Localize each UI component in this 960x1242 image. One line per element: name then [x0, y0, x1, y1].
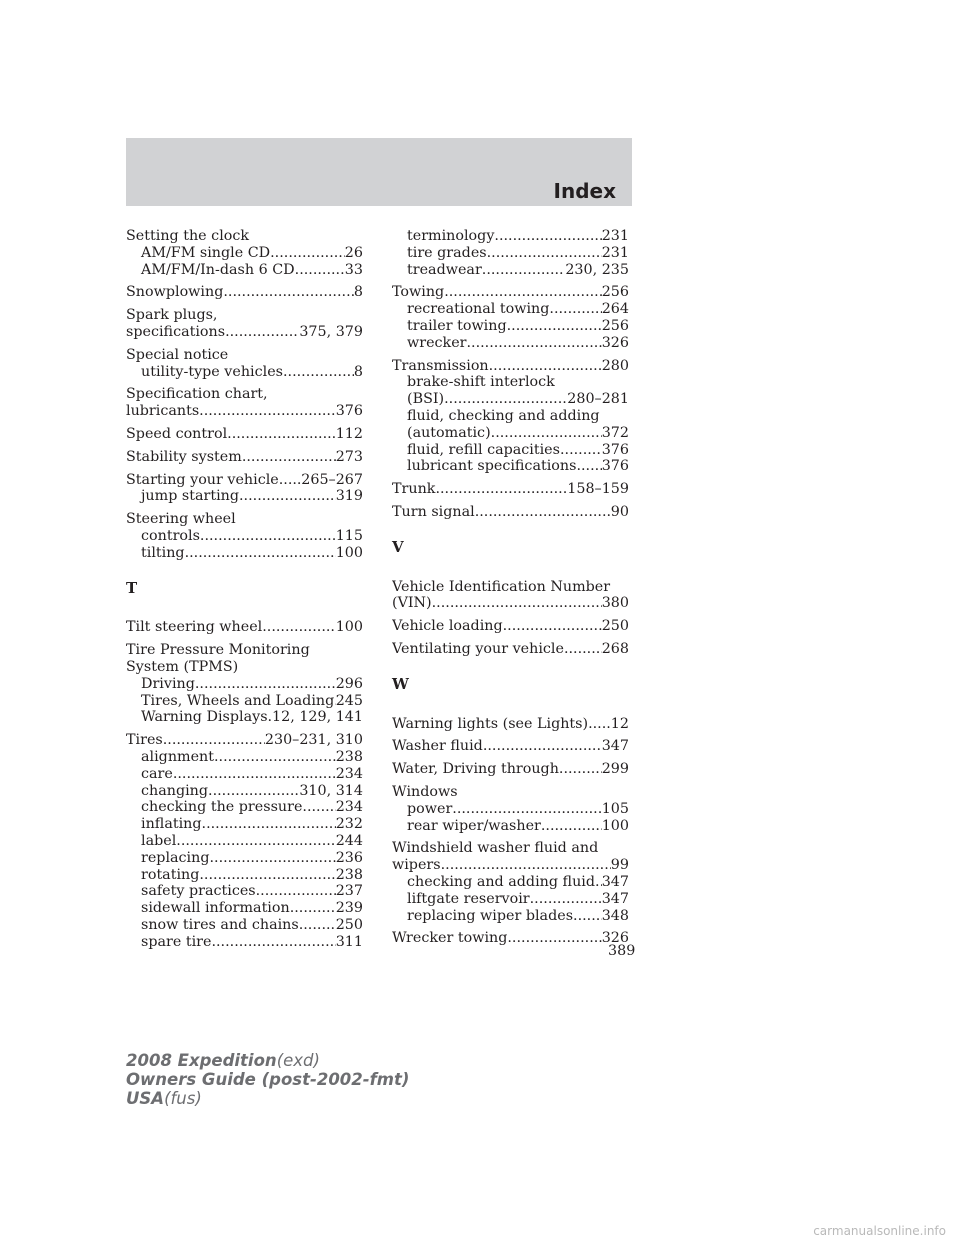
index-term-line	[392, 579, 629, 596]
index-term: Vehicle Identification Number	[392, 578, 611, 595]
index-term: wipers	[392, 857, 441, 874]
index-subentry	[392, 891, 629, 908]
index-term: jump starting	[141, 488, 240, 505]
page-reference: 256	[601, 284, 629, 301]
page-reference: 8	[353, 284, 363, 301]
index-entry	[392, 481, 629, 498]
index-entry	[126, 472, 363, 506]
index-subentry	[126, 917, 363, 934]
page-reference: 100	[335, 619, 363, 636]
index-term: inflating	[141, 816, 202, 833]
dot-leader	[573, 908, 602, 925]
page-reference: 230–231, 310	[264, 732, 363, 749]
dot-leader	[195, 676, 336, 693]
page-reference: 236	[335, 849, 363, 866]
index-term-line	[126, 426, 363, 443]
dot-leader	[199, 403, 336, 420]
index-entry	[126, 619, 363, 636]
index-term: (BSI)	[407, 391, 445, 408]
dot-leader	[560, 442, 602, 459]
footer-guide: Owners Guide (post-2002-fmt)	[126, 1070, 410, 1089]
page-reference: 250	[335, 916, 363, 933]
index-entry	[126, 307, 363, 341]
index-entry	[392, 618, 629, 635]
page-reference: 238	[335, 866, 363, 883]
dot-leader	[595, 874, 602, 891]
index-term: checking the pressure	[141, 799, 303, 816]
dot-leader	[549, 301, 601, 318]
index-term: (automatic)	[407, 424, 491, 441]
dot-leader	[559, 761, 602, 778]
dot-leader	[199, 867, 335, 884]
index-entry	[126, 511, 363, 561]
index-term-line	[392, 761, 629, 778]
index-entry	[126, 449, 363, 466]
index-term: AM/FM/In-dash 6 CD	[141, 261, 295, 278]
index-subentry	[126, 245, 363, 262]
index-term: Tire Pressure Monitoring	[126, 642, 310, 659]
page-reference: 273	[335, 448, 363, 465]
index-entry	[126, 386, 363, 420]
index-term: Washer fluid	[392, 738, 483, 755]
page-reference: 237	[335, 883, 363, 900]
index-term: Driving	[141, 675, 195, 692]
index-term: Ventilating your vehicle	[392, 640, 564, 657]
page-reference: 310, 314	[299, 782, 363, 799]
index-subentry	[126, 816, 363, 833]
index-term-line	[392, 504, 629, 521]
footer-model-code: (exd)	[276, 1051, 320, 1070]
index-term-line	[126, 732, 363, 749]
index-subentry	[126, 693, 363, 710]
index-term: (VIN)	[392, 595, 432, 612]
index-subentry	[126, 799, 363, 816]
index-term-line	[392, 595, 629, 612]
dot-leader	[225, 324, 299, 341]
index-subentry	[126, 488, 363, 505]
index-term: wrecker	[407, 334, 467, 351]
index-term: tilting	[141, 544, 185, 561]
page-reference: 372	[601, 424, 629, 441]
index-term: care	[141, 765, 173, 782]
index-subentry	[126, 709, 363, 726]
dot-leader	[176, 833, 335, 850]
index-subentry	[392, 458, 629, 475]
dot-leader	[290, 900, 336, 917]
dot-leader	[444, 391, 567, 408]
index-term: tire grades	[407, 244, 487, 261]
page-reference: 231	[601, 228, 629, 244]
page-reference: 380	[601, 595, 629, 612]
dot-leader	[256, 883, 336, 900]
watermark: carmanualsonline.info	[813, 1224, 946, 1238]
index-term-line	[392, 358, 629, 375]
index-term-line	[392, 481, 629, 498]
index-term: System (TPMS)	[126, 658, 239, 675]
dot-leader	[163, 732, 265, 749]
dot-leader	[452, 801, 601, 818]
dot-leader	[208, 783, 299, 800]
index-term-line	[392, 284, 629, 301]
section-letter: W	[392, 674, 409, 693]
index-term: rear wiper/washer	[407, 817, 541, 834]
index-term: Vehicle loading	[392, 618, 503, 635]
index-term: brake-shift interlock	[407, 374, 555, 391]
index-term: Wrecker towing	[392, 930, 508, 947]
index-term: fluid, refill capacities	[407, 441, 560, 458]
dot-leader	[564, 641, 602, 658]
page-reference: 376	[601, 441, 629, 458]
dot-leader	[507, 930, 601, 947]
dot-leader	[185, 545, 336, 562]
page-reference: 296	[335, 675, 363, 692]
page-reference: 264	[601, 301, 629, 318]
index-subentry	[126, 900, 363, 917]
index-term: fluid, checking and adding	[407, 407, 600, 424]
index-term: alignment	[141, 748, 214, 765]
page-reference: 239	[335, 900, 363, 917]
page-reference: 280	[601, 357, 629, 374]
index-term: Specification chart,	[126, 386, 268, 403]
page-reference: 268	[601, 640, 629, 657]
dot-leader	[489, 358, 602, 375]
page-reference: 99	[610, 857, 629, 874]
page-number: 389	[608, 943, 636, 959]
page-reference: 230, 235	[565, 261, 629, 278]
dot-leader	[202, 816, 336, 833]
dot-leader	[239, 488, 336, 505]
index-term: utility-type vehicles	[141, 363, 283, 380]
index-subentry	[126, 545, 363, 562]
dot-leader	[491, 425, 602, 442]
index-subentry	[392, 374, 629, 391]
index-term: lubricants	[126, 403, 200, 420]
dot-leader	[173, 766, 336, 783]
page-reference: 347	[601, 890, 629, 907]
index-term: Turn signal	[392, 503, 475, 520]
page-reference: 348	[601, 907, 629, 924]
index-term-line	[126, 284, 363, 301]
page-reference: 375, 379	[299, 323, 363, 340]
index-term: Special notice	[126, 346, 229, 363]
page-reference: 112	[335, 425, 363, 442]
index-subentry	[126, 364, 363, 381]
index-term: Windows	[392, 783, 458, 800]
index-term-line	[126, 347, 363, 364]
footer-model: 2008 Expedition	[126, 1051, 277, 1070]
dot-leader	[483, 738, 602, 755]
index-subentry	[126, 833, 363, 850]
index-entry	[126, 426, 363, 443]
index-term-line	[126, 324, 363, 341]
dot-leader	[482, 262, 566, 279]
dot-leader	[432, 595, 602, 612]
index-term: replacing	[141, 849, 210, 866]
index-subentry	[392, 301, 629, 318]
dot-leader	[283, 364, 354, 381]
index-term: AM/FM single CD	[141, 244, 271, 261]
page-reference: 238	[335, 748, 363, 765]
index-term: controls	[141, 527, 200, 544]
index-subentry	[392, 262, 629, 279]
index-subentry	[126, 934, 363, 951]
index-term: liftgate reservoir	[407, 890, 530, 907]
dot-leader	[494, 228, 601, 245]
dot-leader	[435, 481, 567, 498]
page-reference: 319	[335, 488, 363, 505]
index-term: Windshield washer fluid and	[392, 840, 599, 857]
index-entry	[126, 732, 363, 950]
index-term: Stability system	[126, 448, 242, 465]
dot-leader	[299, 917, 336, 934]
page-title: Index	[553, 179, 616, 203]
page-reference: 376	[335, 403, 363, 420]
index-entry	[126, 228, 363, 278]
index-term: Speed control	[126, 425, 228, 442]
dot-leader	[530, 891, 602, 908]
index-subentry	[126, 783, 363, 800]
page-reference: 376	[601, 458, 629, 475]
index-term: checking and adding fluid	[407, 873, 596, 890]
index-term: Tires, Wheels and Loading	[141, 692, 335, 709]
index-term: Trunk	[392, 481, 436, 498]
footer-market: USA	[126, 1089, 165, 1108]
dot-leader	[441, 857, 611, 874]
dot-leader	[503, 618, 602, 635]
page-reference: 90	[610, 503, 629, 520]
page-reference: 244	[335, 832, 363, 849]
page-reference: 311	[335, 933, 363, 950]
index-subentry	[126, 528, 363, 545]
index-subentry	[126, 749, 363, 766]
index-subentry	[392, 874, 629, 891]
dot-leader	[475, 504, 611, 521]
page-reference: 26	[344, 244, 363, 261]
index-term: treadwear	[407, 261, 482, 278]
index-term: Warning Displays	[141, 709, 268, 726]
dot-leader	[223, 284, 354, 301]
index-entry	[392, 579, 629, 613]
index-entry	[392, 284, 629, 351]
page-reference: 256	[601, 317, 629, 334]
index-term: snow tires and chains	[141, 916, 299, 933]
index-term-line	[392, 618, 629, 635]
index-subentry	[392, 818, 629, 835]
index-subentry	[392, 318, 629, 335]
index-term: Tires	[126, 732, 163, 749]
index-column-left	[126, 228, 363, 956]
index-term: Towing	[392, 284, 445, 301]
section-letter: V	[392, 537, 404, 556]
index-term-line	[126, 642, 363, 659]
index-term-line	[126, 403, 363, 420]
index-term: sidewall information	[141, 900, 290, 917]
page-reference: 347	[601, 873, 629, 890]
page-reference: 234	[335, 799, 363, 816]
dot-leader	[302, 799, 335, 816]
index-subentry	[392, 801, 629, 818]
index-entry	[392, 840, 629, 924]
index-subentry	[392, 245, 629, 262]
index-subentry	[392, 442, 629, 459]
index-subentry	[392, 335, 629, 352]
page-reference: 234	[335, 765, 363, 782]
dot-leader	[295, 262, 345, 279]
index-entry	[392, 761, 629, 778]
index-entry	[392, 228, 629, 278]
index-term: spare tire	[141, 933, 212, 950]
index-entry	[392, 641, 629, 658]
index-term: power	[407, 800, 453, 817]
page-reference: 231	[601, 244, 629, 261]
index-term: safety practices	[141, 883, 256, 900]
dot-leader	[270, 245, 345, 262]
dot-leader	[227, 426, 336, 443]
index-term: specifications	[126, 323, 226, 340]
page-reference: 347	[601, 738, 629, 755]
index-term-line	[392, 784, 629, 801]
page-reference: 12	[610, 715, 629, 732]
index-subentry	[392, 425, 629, 442]
index-term-line	[126, 386, 363, 403]
index-term: trailer towing	[407, 317, 507, 334]
dot-leader	[507, 318, 602, 335]
index-term-line	[392, 857, 629, 874]
index-subentry	[392, 391, 629, 408]
index-term-line	[126, 659, 363, 676]
index-term-line	[126, 449, 363, 466]
index-entry	[392, 358, 629, 476]
index-column-right	[392, 228, 629, 953]
dot-leader	[209, 850, 335, 867]
dot-leader	[467, 335, 602, 352]
dot-leader	[200, 528, 336, 545]
page-reference: 299	[601, 761, 629, 778]
index-subentry	[126, 883, 363, 900]
index-term-line	[392, 716, 629, 733]
page-reference: 8	[353, 363, 363, 380]
page-reference: 12, 129, 141	[272, 709, 363, 726]
index-term-line	[126, 228, 363, 245]
page-reference: 100	[601, 817, 629, 834]
index-term-line	[126, 511, 363, 528]
index-entry	[392, 504, 629, 521]
index-term: Snowplowing	[126, 284, 224, 301]
page-reference: 158–159	[567, 481, 629, 498]
index-term: changing	[141, 782, 209, 799]
dot-leader	[576, 458, 601, 475]
dot-leader	[279, 472, 302, 489]
index-entry	[392, 784, 629, 834]
dot-leader	[214, 749, 336, 766]
index-term: recreational towing	[407, 301, 550, 318]
index-term-line	[392, 641, 629, 658]
index-subentry	[392, 408, 629, 425]
page-header-band	[126, 138, 632, 206]
page-reference: 245	[335, 692, 363, 709]
index-subentry	[126, 262, 363, 279]
index-term-line	[126, 619, 363, 636]
section-letter: T	[126, 578, 138, 597]
index-term: Warning lights (see Lights)	[392, 715, 589, 732]
dot-leader	[487, 245, 602, 262]
page-reference: 105	[601, 800, 629, 817]
dot-leader	[444, 284, 602, 301]
dot-leader	[211, 934, 335, 951]
index-entry	[126, 642, 363, 726]
index-term: rotating	[141, 866, 200, 883]
page-reference: 326	[601, 930, 629, 947]
index-term-line	[126, 472, 363, 489]
index-subentry	[126, 766, 363, 783]
index-entry	[392, 738, 629, 755]
index-term: Steering wheel	[126, 511, 236, 528]
page-reference: 326	[601, 334, 629, 351]
index-subentry	[126, 850, 363, 867]
index-entry	[392, 716, 629, 733]
index-term: Spark plugs,	[126, 307, 218, 324]
dot-leader	[242, 449, 336, 466]
page-reference: 265–267	[301, 471, 363, 488]
index-term: Water, Driving through	[392, 761, 559, 778]
page-reference: 115	[335, 527, 363, 544]
footer-market-code: (fus)	[164, 1089, 202, 1108]
dot-leader	[588, 716, 611, 733]
index-term: terminology	[407, 228, 495, 244]
index-entry	[392, 930, 629, 947]
page-reference: 33	[344, 261, 363, 278]
page-reference: 232	[335, 816, 363, 833]
index-subentry	[126, 676, 363, 693]
index-subentry	[392, 908, 629, 925]
index-entry	[126, 284, 363, 301]
index-term: label	[141, 832, 177, 849]
index-term-line	[126, 307, 363, 324]
index-term: replacing wiper blades	[407, 907, 574, 924]
index-entry	[126, 347, 363, 381]
index-term-line	[392, 840, 629, 857]
page-reference: 250	[601, 618, 629, 635]
index-term: Setting the clock	[126, 228, 250, 244]
index-subentry	[126, 867, 363, 884]
index-term: lubricant specifications	[407, 458, 577, 475]
index-term-line	[392, 930, 629, 947]
page-reference: 100	[335, 544, 363, 561]
index-term: Starting your vehicle	[126, 471, 279, 488]
footer	[126, 1051, 409, 1108]
index-term-line	[392, 738, 629, 755]
page-reference: 280–281	[567, 391, 629, 408]
index-term: Tilt steering wheel	[126, 619, 263, 636]
dot-leader	[541, 818, 602, 835]
dot-leader	[262, 619, 335, 636]
index-subentry	[392, 228, 629, 245]
index-term: Transmission	[392, 357, 489, 374]
